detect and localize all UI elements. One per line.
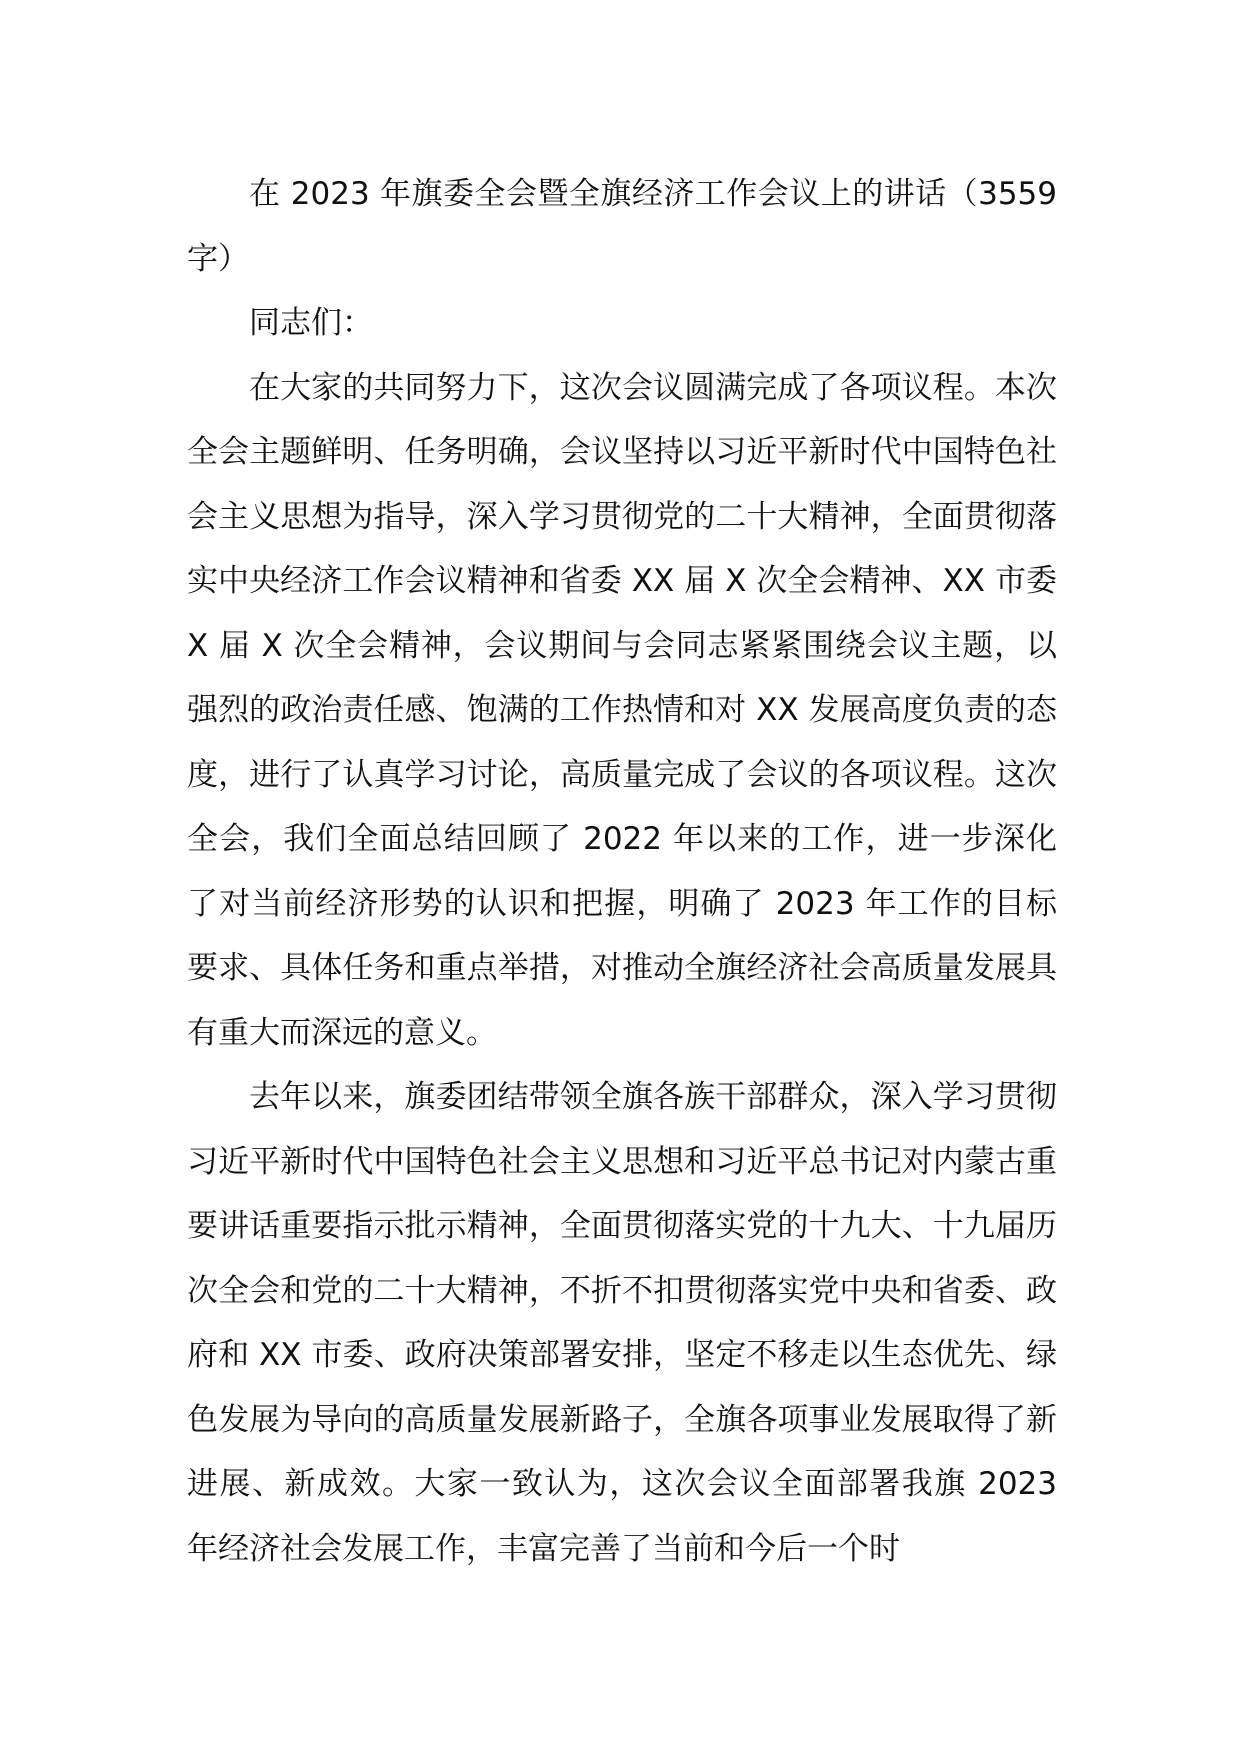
- document-body: [187, 162, 1057, 1581]
- document-title: 在 2023 年旗委全会暨全旗经济工作会议上的讲话（3559 字）: [187, 176, 1057, 277]
- salutation: 同志们：: [249, 305, 373, 341]
- body-paragraph: 去年以来，旗委团结带领全旗各族干部群众，深入学习贯彻习近平新时代中国特色社会主义思想和习近平总书记对内蒙古重要讲话重要指示批示精神，全面贯彻落实党的十九大、十九届历次全会和党的二十大精神，不折不扣贯彻落实党中央和省委、政府和 XX 市委、政府决策部署安排，坚定不移走以生态优先、绿色发展为导向的高质量发展新路子，全旗各项事业发展取得了新进展、新成效。大家一致认为，这次会议全面部署我旗 2023 年经济社会发展工作，丰富完善了当前和今后一个时: [187, 1079, 1057, 1567]
- body-paragraph: 在大家的共同努力下，这次会议圆满完成了各项议程。本次全会主题鲜明、任务明确，会议坚持以习近平新时代中国特色社会主义思想为指导，深入学习贯彻党的二十大精神，全面贯彻落实中央经济工作会议精神和省委 XX 届 X 次全会精神、XX 市委 X 届 X 次全会精神，会议期间与会同志紧紧围绕会议主题，以强烈的政治责任感、饱满的工作热情和对 XX 发展高度负责的态度，进行了认真学习讨论，高质量完成了会议的各项议程。这次全会，我们全面总结回顾了 2022 年以来的工作，进一步深化了对当前经济形势的认识和把握，明确了 2023 年工作的目标要求、具体任务和重点举措，对推动全旗经济社会高质量发展具有重大而深远的意义。: [187, 369, 1057, 1051]
